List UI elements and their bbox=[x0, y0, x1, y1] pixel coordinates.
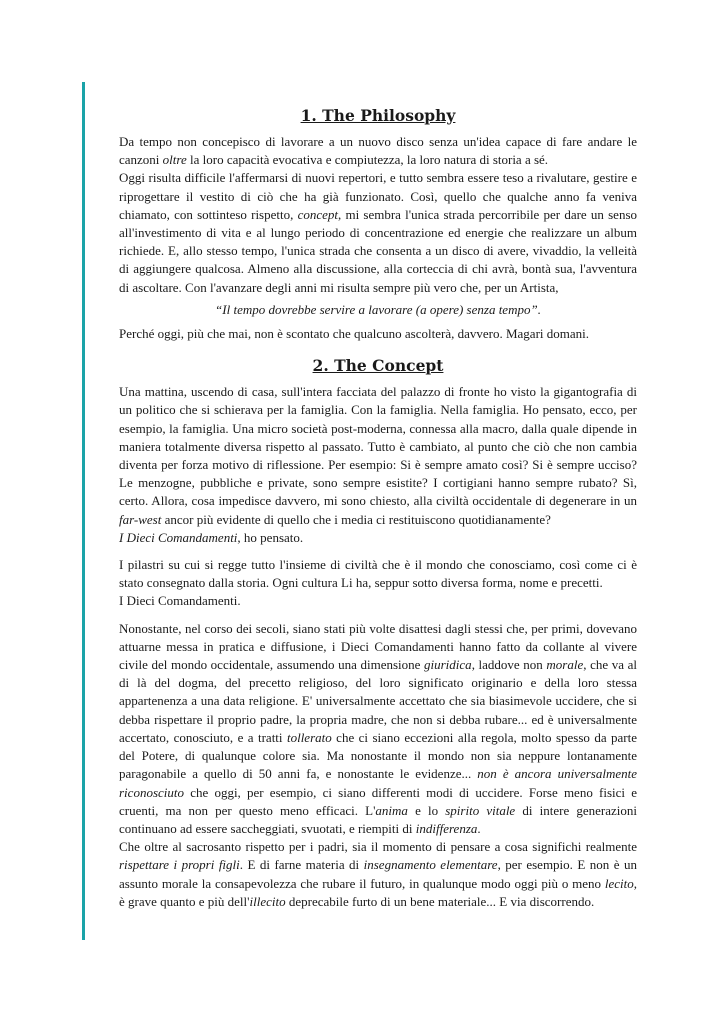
page-accent-bar bbox=[82, 82, 85, 940]
philosophy-paragraph-3: Perché oggi, più che mai, non è scontato che qualcuno ascolterà, davvero. Magari domani. bbox=[119, 326, 590, 342]
text-run-italic: spirito vitale bbox=[445, 802, 516, 818]
text-run: Da tempo non concepisco di lavorare a un nuovo disco senza un'idea capace di fare andare le canzoni bbox=[119, 134, 637, 168]
philosophy-quote: “Il tempo dovrebbe servire a lavorare (a opere) senza tempo”. bbox=[215, 301, 541, 317]
text-run-italic: insegnamento elementare bbox=[363, 857, 498, 873]
concept-paragraph-3 bbox=[119, 620, 637, 838]
concept-paragraph-1 bbox=[119, 383, 637, 529]
text-run: Una mattina, uscendo di casa, sull'intera facciata del palazzo di fronte ho visto la gigantografia di un politico che si schierava per la famiglia. Con la famiglia. Nella famiglia. Ho pensato, ecco, per esempio, la famiglia. Una micro società post-moderna, connessa alla macro, dalla quale dipende in maniera totalmente diversa rispetto al passato. Tutto è cambiato, al punto che ciò che non cambia diventa per forza motivo di riflessione. Per esempio: Si è sempre amato così? Si è sempre ucciso? Le menzogne, pubbliche e private, sono sempre esistite? I cortigiani hanno sempre rubato? Sì, certo. Allora, cosa impedisce davvero, mi sono chiesto, alla civiltà occidentale di degenerare in un bbox=[119, 384, 637, 509]
philosophy-paragraph-2 bbox=[119, 169, 637, 296]
section-title-concept: 2. The Concept bbox=[312, 356, 444, 376]
text-run: , ho pensato. bbox=[237, 529, 304, 545]
text-run-italic: indifferenza bbox=[415, 820, 478, 836]
text-run: . E di farne materia di bbox=[239, 857, 364, 873]
text-run: di intere generazioni continuano ad essere saccheggiati, svuotati, e riempiti di bbox=[119, 802, 637, 836]
text-run-italic: giuridica bbox=[424, 657, 472, 673]
text-run-italic: concept bbox=[297, 206, 338, 222]
text-run-italic: illecito bbox=[249, 893, 286, 909]
text-run: , che va al di là del dogma, del precetto religioso, del loro significato originario e della loro stessa appartenenza a una data religione. E' universalmente accettato che sia biasimevole uccidere, che si debba rispettare il proprio padre, la propria madre, che non si debba rubare... ed è universalmente accertato, conosciuto, e a tratti bbox=[119, 657, 638, 745]
text-run-italic: morale bbox=[546, 657, 584, 673]
text-run-italic: anima bbox=[375, 802, 408, 818]
section-title-philosophy: 1. The Philosophy bbox=[300, 106, 456, 125]
concept-paragraph-2b: I Dieci Comandamenti. bbox=[119, 593, 241, 609]
text-run: , per esempio. E non è un assunto morale la consapevolezza che rubare il futuro, in qualunque modo oggi più o meno bbox=[119, 857, 637, 891]
concept-paragraph-1b bbox=[119, 529, 637, 547]
text-run: Nonostante, nel corso dei secoli, siano stati più volte disattesi dagli stessi che, per primi, dovevano attuarne messa in pratica e diffusione, i Dieci Comandamenti hanno fatto da collante al vivere civile del mondo occidentale, assumendo una dimensione bbox=[119, 620, 637, 673]
text-run: Che oltre al sacrosanto rispetto per i padri, sia il momento di pensare a cosa significhi realmente bbox=[119, 839, 637, 855]
text-run: Oggi risulta difficile l'affermarsi di nuovi repertori, e tutto sembra essere teso a rivalutare, gestire e riprogettare il vestito di ciò che ha già funzionato. Così, quello che qualche anno fa veniva chiamato, con sottinteso rispetto, bbox=[119, 170, 637, 222]
text-run: , laddove non bbox=[471, 657, 547, 673]
text-run: . bbox=[477, 820, 481, 836]
text-run-italic: lecito bbox=[604, 875, 634, 891]
text-run: deprecabile furto di un bene materiale... E via discorrendo. bbox=[285, 893, 595, 909]
text-run: la loro capacità evocativa e compiutezza, la loro natura di storia a sé. bbox=[186, 152, 549, 168]
text-run-italic: non è ancora universalmente riconosciuto bbox=[119, 766, 637, 800]
text-run-italic: rispettare i propri figli bbox=[119, 857, 240, 873]
concept-paragraph-4 bbox=[119, 838, 637, 911]
concept-paragraph-2: I pilastri su cui si regge tutto l'insieme di civiltà che è il mondo che conosciamo, così come ci è stato consegnato dalla storia. Ogni cultura Li ha, seppur sotto diversa forma, nome e precetti. bbox=[119, 557, 637, 591]
text-run: , è grave quanto e più dell' bbox=[119, 875, 637, 909]
text-run: ancor più evidente di quello che i media ci restituiscono quotidianamente? bbox=[161, 511, 551, 527]
text-run-italic: far-west bbox=[119, 511, 162, 527]
document-body bbox=[119, 105, 637, 911]
text-run: , mi sembra l'unica strada percorribile per dare un senso all'investimento di vita e al lungo periodo di concentrazione ed energie che realizzare un album richiede. E, allo stesso tempo, l'unica strada che consenta a un disco di avere, vivaddio, la velleità di aggiungere qualcosa. Almeno alla discussione, alla corteccia di chi avrà, bontà sua, l'avventura di ascoltare. Con l'avanzare degli anni mi risulta sempre più vero che, per un Artista, bbox=[119, 206, 637, 295]
text-run: che ci siano eccezioni alla regola, molto spesso da parte del Potere, di qualunque colore sia. Ma nonostante il mondo non sia neppure lontanamente paragonabile a quello di 50 anni fa, e nonostante le evidenze... bbox=[119, 729, 638, 782]
text-run-italic: tollerato bbox=[286, 729, 332, 745]
text-run: che oggi, per esempio, ci siano differenti modi di uccidere. Forse meno fisici e cruenti, ma non per questo meno efficaci. L' bbox=[119, 784, 637, 818]
philosophy-paragraph-1 bbox=[119, 133, 637, 169]
text-run-italic: I Dieci Comandamenti bbox=[119, 529, 238, 545]
text-run-italic: oltre bbox=[162, 152, 187, 168]
text-run: e lo bbox=[407, 802, 446, 818]
